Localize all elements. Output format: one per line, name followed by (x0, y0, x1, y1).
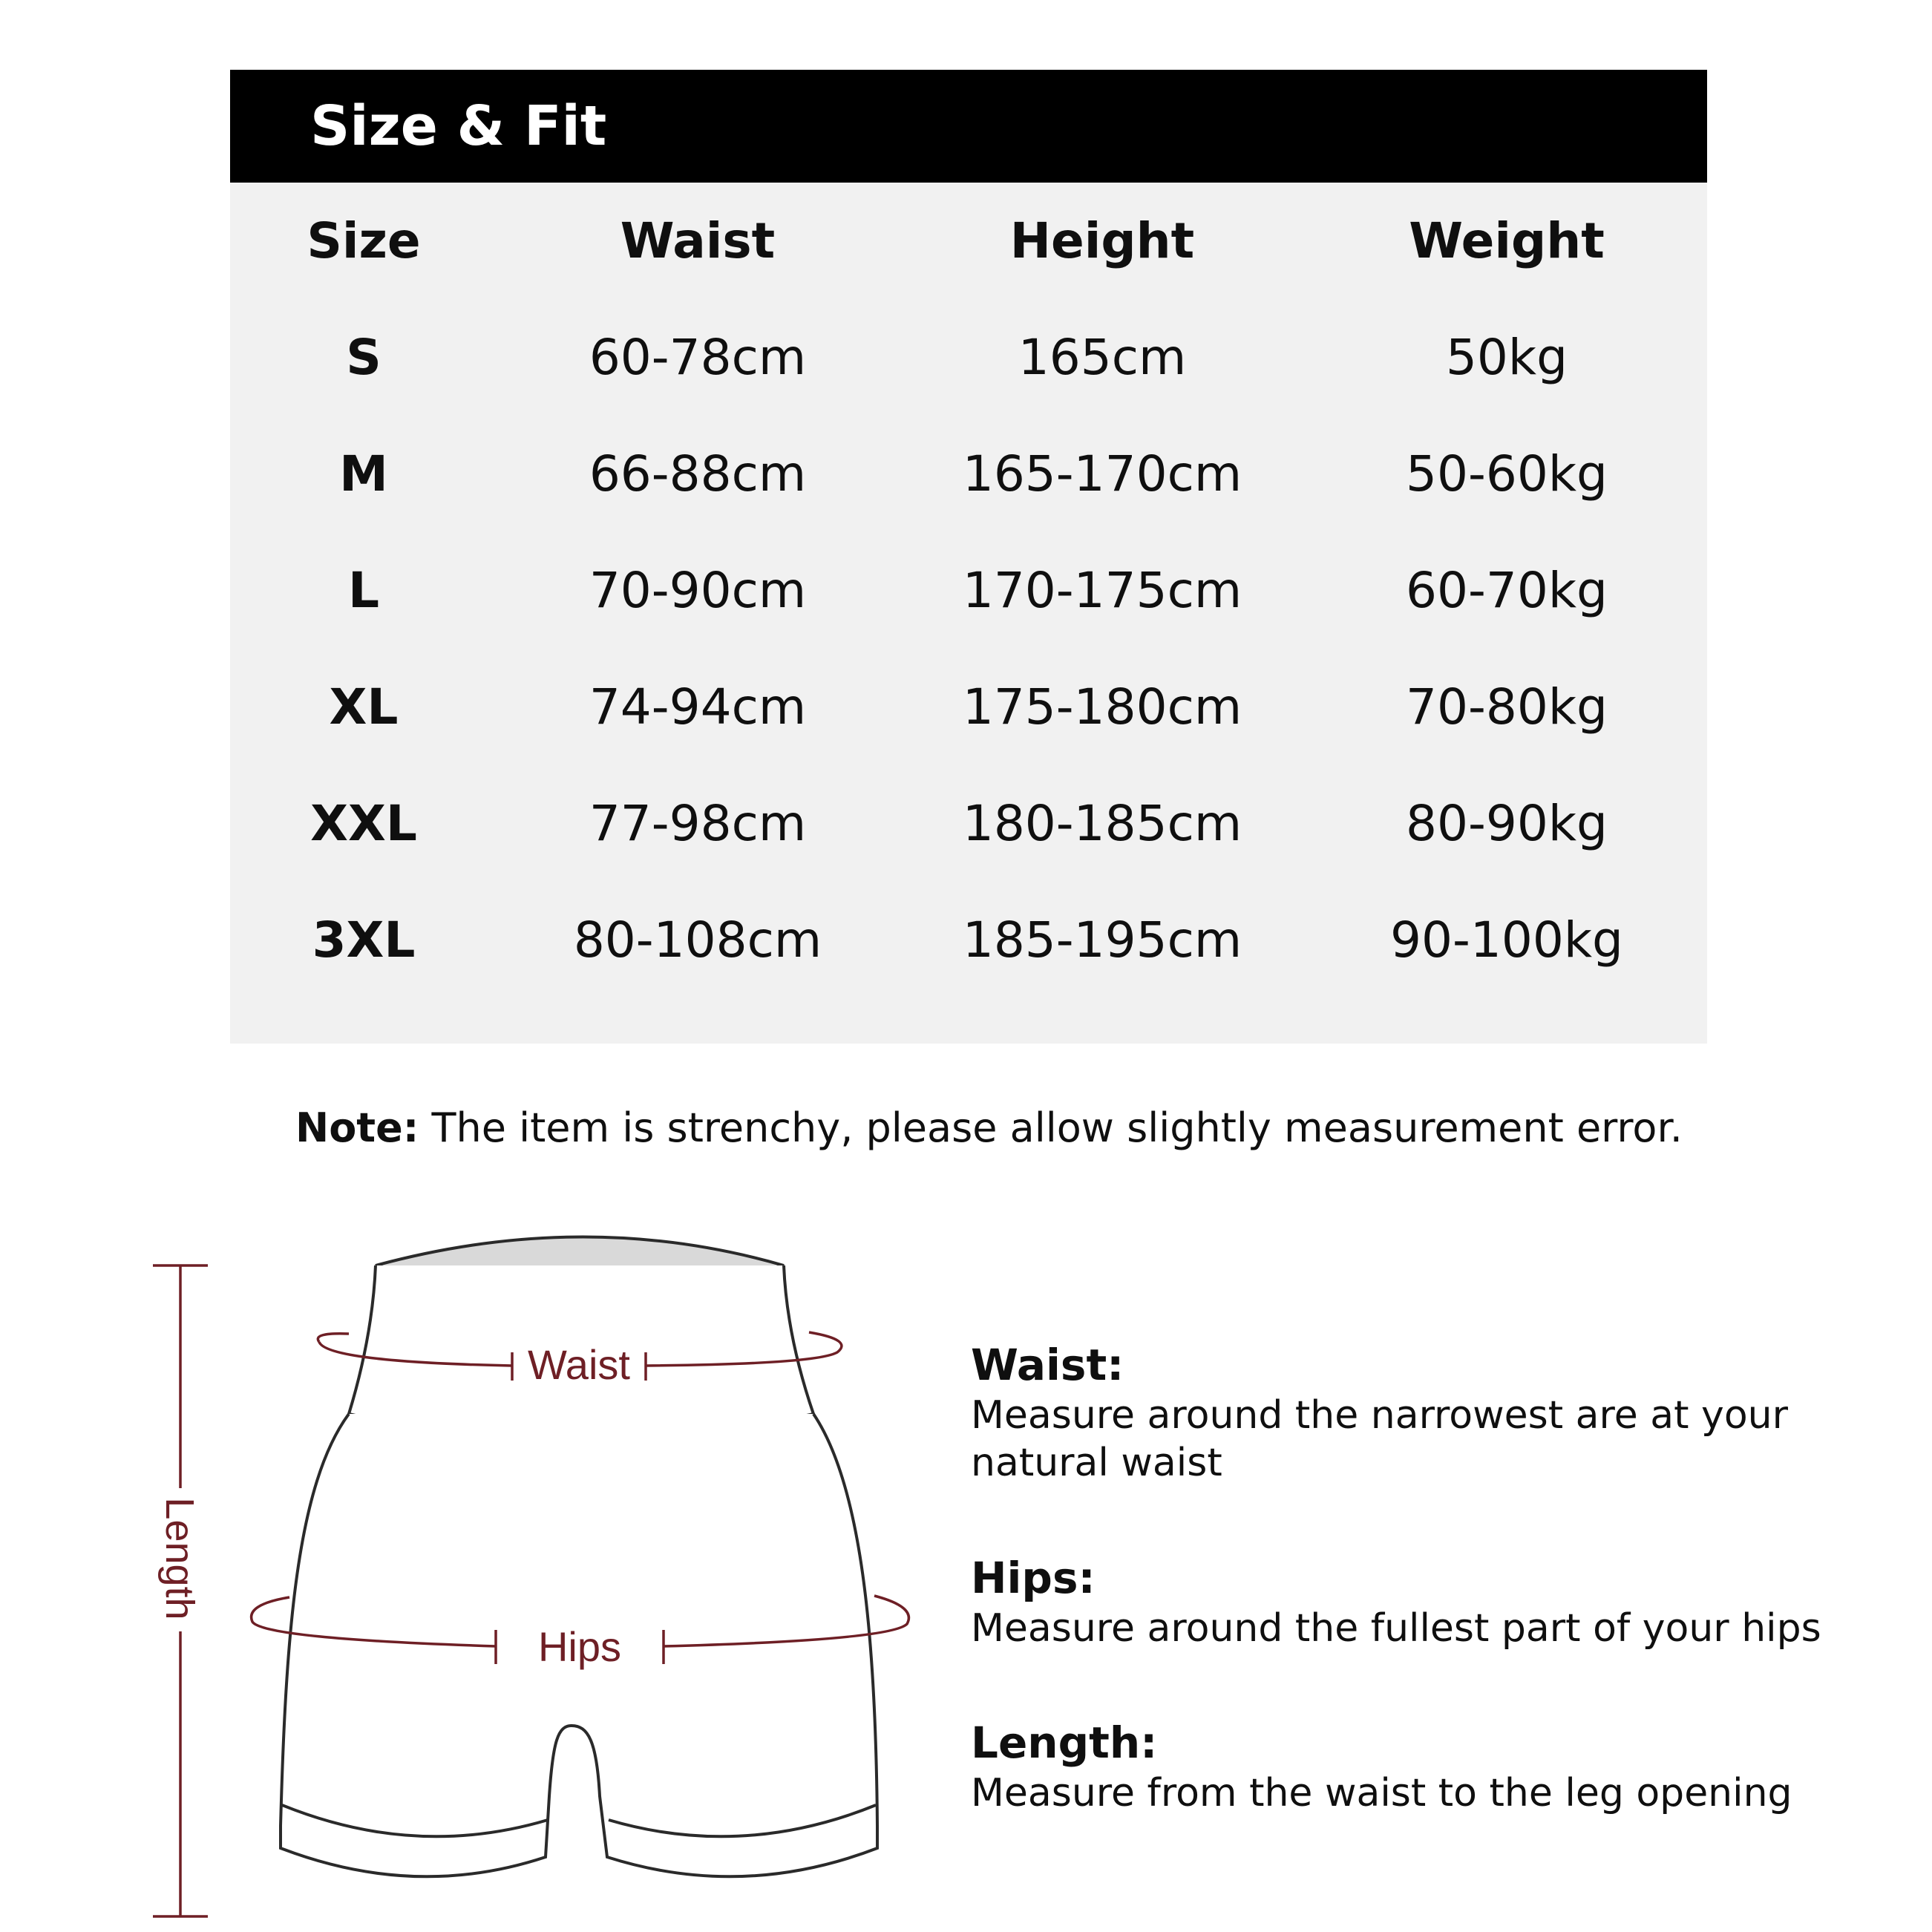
size-cell: L (347, 562, 380, 619)
shorts-measurement-diagram (0, 1188, 965, 1932)
size-cell: S (346, 329, 382, 386)
height-cell: 180-185cm (962, 795, 1242, 852)
table-row (230, 765, 1707, 882)
guide-length-desc: Measure from the waist to the leg opening (971, 1771, 1792, 1815)
size-cell: XXL (310, 795, 417, 852)
size-chart-title: Size & Fit (310, 94, 607, 158)
waist-measure-back (318, 1334, 349, 1342)
guide-length-title: Length: (971, 1717, 1158, 1768)
guide-hips-desc: Measure around the fullest part of your hips (971, 1606, 1821, 1651)
weight-cell: 50kg (1445, 329, 1568, 386)
height-cell: 165cm (1018, 329, 1187, 386)
weight-cell: 70-80kg (1406, 678, 1608, 736)
weight-cell: 60-70kg (1406, 562, 1608, 619)
table-row (230, 649, 1707, 765)
hips-diagram-label: Hips (537, 1623, 622, 1670)
size-chart-panel (230, 70, 1707, 1044)
waist-cell: 74-94cm (589, 678, 807, 736)
size-chart-header (230, 70, 1707, 183)
weight-cell: 90-100kg (1390, 911, 1623, 969)
waist-diagram-label: Waist (528, 1341, 630, 1388)
note-text: The item is strenchy, please allow slightly measurement error. (419, 1104, 1683, 1151)
table-row (230, 299, 1707, 416)
guide-hips (971, 1551, 1861, 1652)
height-cell: 170-175cm (962, 562, 1242, 619)
size-cell: 3XL (312, 911, 416, 969)
table-row (230, 416, 1707, 532)
height-cell: 185-195cm (962, 911, 1242, 969)
guide-waist-title: Waist: (971, 1340, 1124, 1390)
size-cell: M (339, 445, 388, 502)
column-header-waist: Waist (620, 212, 776, 269)
length-diagram-label: Length (157, 1497, 202, 1620)
weight-cell: 80-90kg (1406, 795, 1608, 852)
height-cell: 165-170cm (962, 445, 1242, 502)
size-chart-table (230, 183, 1707, 998)
table-row (230, 882, 1707, 998)
height-cell: 175-180cm (962, 678, 1242, 736)
column-header-height: Height (1009, 212, 1195, 269)
waist-cell: 80-108cm (573, 911, 822, 969)
guide-length (971, 1716, 1861, 1817)
fit-note (295, 1098, 1683, 1158)
table-header-row (230, 183, 1707, 299)
table-row (230, 532, 1707, 649)
guide-hips-title: Hips: (971, 1553, 1096, 1603)
waist-cell: 66-88cm (589, 445, 807, 502)
guide-waist-desc: Measure around the narrowest are at your natural waist (971, 1393, 1788, 1485)
column-header-size: Size (307, 212, 421, 269)
note-label: Note: (295, 1104, 419, 1151)
weight-cell: 50-60kg (1406, 445, 1608, 502)
guide-waist (971, 1338, 1861, 1487)
size-cell: XL (329, 678, 399, 736)
waist-cell: 60-78cm (589, 329, 807, 386)
column-header-weight: Weight (1409, 212, 1605, 269)
waist-cell: 77-98cm (589, 795, 807, 852)
waist-cell: 70-90cm (589, 562, 807, 619)
